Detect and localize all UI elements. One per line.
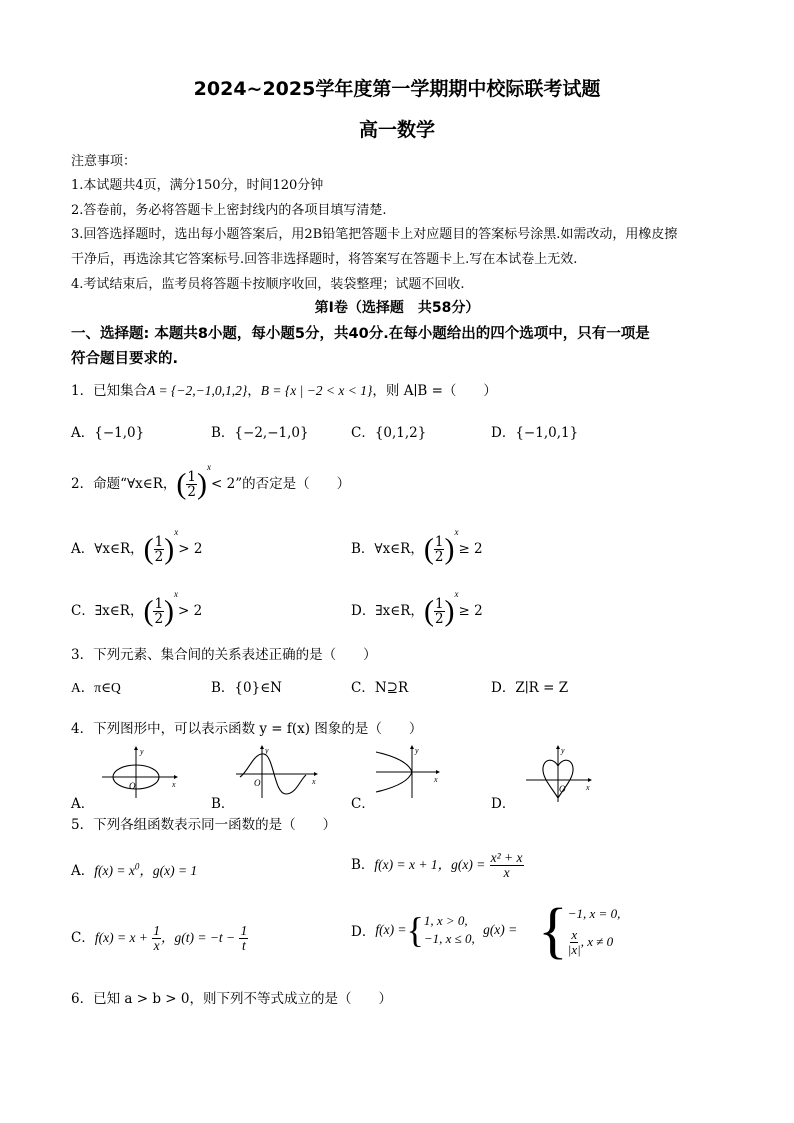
q4-option-a-label: A． — [71, 796, 95, 812]
q2-option-a: A．∀x∈R，( $\frac{1}{2}$ )$^x$> 2 — [71, 527, 203, 566]
section-instruction-cont: 符合题目要求的. — [71, 351, 179, 367]
q2-prefix: 2．命题“∀x∈R， — [71, 476, 177, 492]
q1-set-a: A = {−2,−1,0,1,2} — [147, 383, 248, 398]
q1-set-b: B = {x | −2 < x < 1} — [260, 383, 373, 398]
q4-option-c-label: C． — [351, 796, 375, 812]
q3-option-b: B．{0}∈N — [211, 680, 282, 696]
svg-text:y: y — [561, 746, 565, 755]
q2-fraction: $\frac{1}{2}$ — [187, 468, 197, 500]
q4-graph-a — [98, 744, 180, 800]
q5-option-a: A．$f(x) = x^0$，g(x) = 1 — [71, 861, 198, 879]
notice-heading: 注意事项： — [71, 154, 137, 169]
svg-text:O: O — [559, 784, 566, 794]
q4-option-d-label: D． — [491, 796, 516, 812]
question-2: 2．命题“∀x∈R，( $\frac{1}{2}$ )$^x$< 2”的否定是（ ） — [71, 462, 351, 501]
svg-text:x: x — [172, 780, 176, 789]
svg-text:y: y — [265, 746, 269, 755]
question-1: 1．已知集合A = {−2,−1,0,1,2}，B = {x | −2 < x < 1}，则 A∣B =（ ） — [71, 383, 497, 399]
subject-title: 高一数学 — [358, 119, 435, 141]
section-title: 第Ⅰ卷（选择题 共58分） — [314, 300, 480, 316]
svg-text:x: x — [312, 777, 316, 786]
notice-item-2: 2.答卷前，务必将答题卡上密封线内的各项目填写清楚. — [71, 203, 387, 218]
q2-option-d: D．∃x∈R，( $\frac{1}{2}$ )$^x$≥ 2 — [351, 589, 483, 628]
q1-option-c: C．{0,1,2} — [351, 425, 427, 441]
q4-option-b-label: B． — [211, 796, 235, 812]
svg-text:y: y — [140, 747, 144, 756]
q5-option-d: D．f(x) ={ 1, x > 0, −1, x ≤ 0, g(x) = — [351, 910, 518, 951]
q5-d-g-cases: { −1, x = 0, $\frac{x}{|x|}$ , x ≠ 0 — [538, 897, 621, 965]
exam-title: 2024~2025学年度第一学期期中校际联考试题 — [193, 78, 601, 100]
svg-text:x: x — [434, 775, 438, 784]
notice-item-3-cont: 干净后，再选涂其它答案标号.回答非选择题时，将答案写在答题卡上.写在本试卷上无效. — [71, 252, 578, 267]
question-5: 5．下列各组函数表示同一函数的是（ ） — [71, 817, 337, 833]
q5-option-b: B．f(x) = x + 1，g(x) = $\frac{\text{x² + x}}{x}$ — [351, 850, 523, 881]
q2-suffix: < 2”的否定是（ ） — [211, 476, 351, 492]
q1-prefix: 1．已知集合 — [71, 383, 148, 399]
q4-graph-b — [234, 744, 322, 800]
question-4: 4．下列图形中，可以表示函数 y = f(x) 图象的是（ ） — [71, 721, 423, 737]
q3-option-d: D．Z∣R = Z — [491, 680, 569, 696]
svg-text:y: y — [415, 746, 419, 755]
q3-option-a: A．π∈Q — [71, 680, 121, 695]
q2-option-b: B．∀x∈R，( $\frac{1}{2}$ )$^x$≥ 2 — [351, 527, 483, 566]
q1-option-a: A．{−1,0} — [71, 425, 145, 441]
question-6: 6．已知 a > b > 0，则下列不等式成立的是（ ） — [71, 991, 392, 1007]
notice-item-3: 3.回答选择题时，选出每小题答案后，用2B铅笔把答题卡上对应题目的答案标号涂黑.如需改动，用橡皮擦 — [71, 227, 678, 242]
q5-option-c: C．f(x) = x + $\frac{1}{x}$ ，g(t) = −t − $\frac{1}{t}$ — [71, 923, 248, 954]
notice-item-1: 1.本试题共4页，满分150分，时间120分钟 — [71, 178, 324, 193]
svg-text:O: O — [254, 778, 261, 788]
q1-option-d: D．{−1,0,1} — [491, 425, 579, 441]
question-3: 3．下列元素、集合间的关系表述正确的是（ ） — [71, 647, 377, 663]
svg-text:x: x — [586, 783, 590, 792]
q4-graph-d — [522, 744, 598, 804]
notice-item-4: 4.考试结束后，监考员将答题卡按顺序收回，装袋整理；试题不回收. — [71, 277, 465, 292]
q2-option-c: C．∃x∈R，( $\frac{1}{2}$ )$^x$> 2 — [71, 589, 203, 628]
q1-option-b: B．{−2,−1,0} — [211, 425, 309, 441]
q3-option-c: C．N⊇R — [351, 680, 409, 696]
q4-graph-c — [372, 744, 444, 800]
section-instruction: 一、选择题: 本题共8小题，每小题5分，共40分.在每小题给出的四个选项中，只有一项是 — [71, 326, 650, 342]
svg-text:O: O — [129, 781, 136, 791]
q1-ask: ，则 A∣B =（ ） — [372, 383, 497, 399]
